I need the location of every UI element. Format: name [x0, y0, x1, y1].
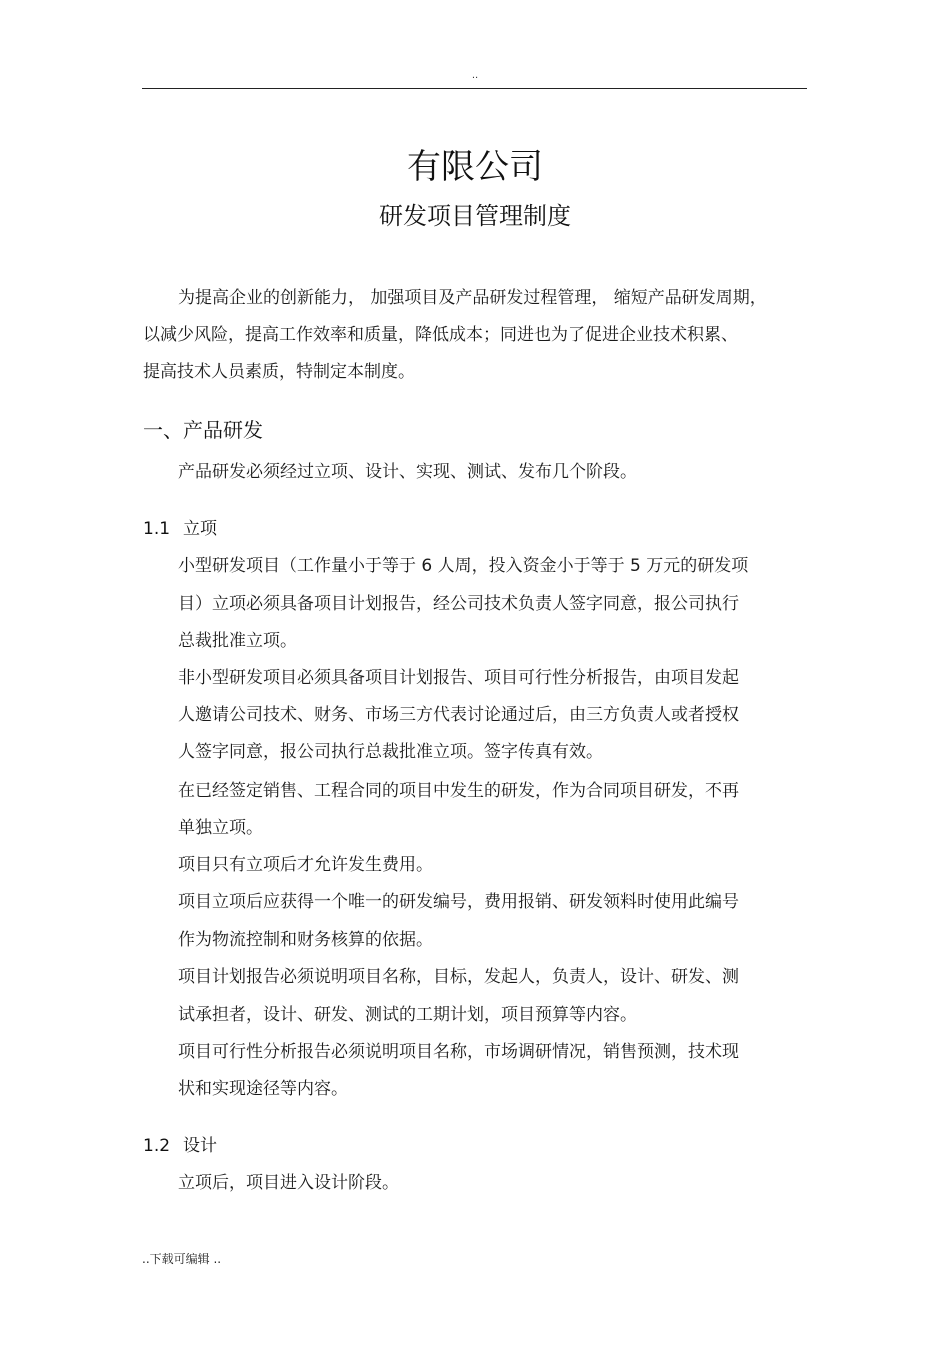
- paragraph-line: 单独立项。: [178, 818, 263, 838]
- page-header-mark: ..: [471, 70, 479, 81]
- paragraph-line: 项目计划报告必须说明项目名称，目标，发起人，负责人，设计、研发、测: [178, 967, 739, 987]
- subsection-title: 立项: [183, 519, 217, 539]
- paragraph-line: 试承担者，设计、研发、测试的工期计划，项目预算等内容。: [178, 1005, 637, 1025]
- paragraph-line: 小型研发项目（工作量小于等于 6 人周，投入资金小于等于 5 万元的研发项: [178, 556, 749, 576]
- paragraph-line: 项目只有立项后才允许发生费用。: [178, 855, 433, 875]
- paragraph-line: 人邀请公司技术、财务、市场三方代表讨论通过后，由三方负责人或者授权: [178, 705, 739, 725]
- subsection-heading: [143, 1134, 217, 1158]
- header-rule: [142, 88, 807, 89]
- subsection-number: 1.1: [143, 519, 171, 539]
- paragraph-line: 非小型研发项目必须具备项目计划报告、项目可行性分析报告，由项目发起: [178, 668, 739, 688]
- paragraph-line: 项目可行性分析报告必须说明项目名称，市场调研情况，销售预测，技术现: [178, 1042, 739, 1062]
- intro-line: 以减少风险，提高工作效率和质量，降低成本；同进也为了促进企业技术积累、: [143, 325, 738, 345]
- paragraph-line: 作为物流控制和财务核算的依据。: [178, 930, 433, 950]
- paragraph-line: 总裁批准立项。: [178, 631, 297, 651]
- subsection-number: 1.2: [143, 1136, 171, 1156]
- paragraph-line: 项目立项后应获得一个唯一的研发编号，费用报销、研发领料时使用此编号: [178, 892, 739, 912]
- paragraph-line: 状和实现途径等内容。: [178, 1079, 348, 1099]
- page-footer: ..下载可编辑 ..: [142, 1252, 222, 1266]
- document-title: 有限公司: [407, 147, 543, 187]
- intro-line: 提高技术人员素质，特制定本制度。: [143, 362, 415, 382]
- paragraph-line: 在已经签定销售、工程合同的项目中发生的研发，作为合同项目研发，不再: [178, 781, 739, 801]
- subsection-heading: [143, 517, 217, 541]
- intro-line: 为提高企业的创新能力， 加强项目及产品研发过程管理， 缩短产品研发周期，: [178, 288, 767, 308]
- subsection-title: 设计: [183, 1136, 217, 1156]
- document-subtitle: 研发项目管理制度: [379, 202, 571, 230]
- paragraph-line: 立项后，项目进入设计阶段。: [178, 1173, 399, 1193]
- section-heading: 一、产品研发: [143, 418, 263, 442]
- paragraph-line: 人签字同意，报公司执行总裁批准立项。签字传真有效。: [178, 742, 603, 762]
- paragraph-line: 目）立项必须具备项目计划报告，经公司技术负责人签字同意，报公司执行: [178, 594, 739, 614]
- section-line: 产品研发必须经过立项、设计、实现、测试、发布几个阶段。: [178, 462, 637, 482]
